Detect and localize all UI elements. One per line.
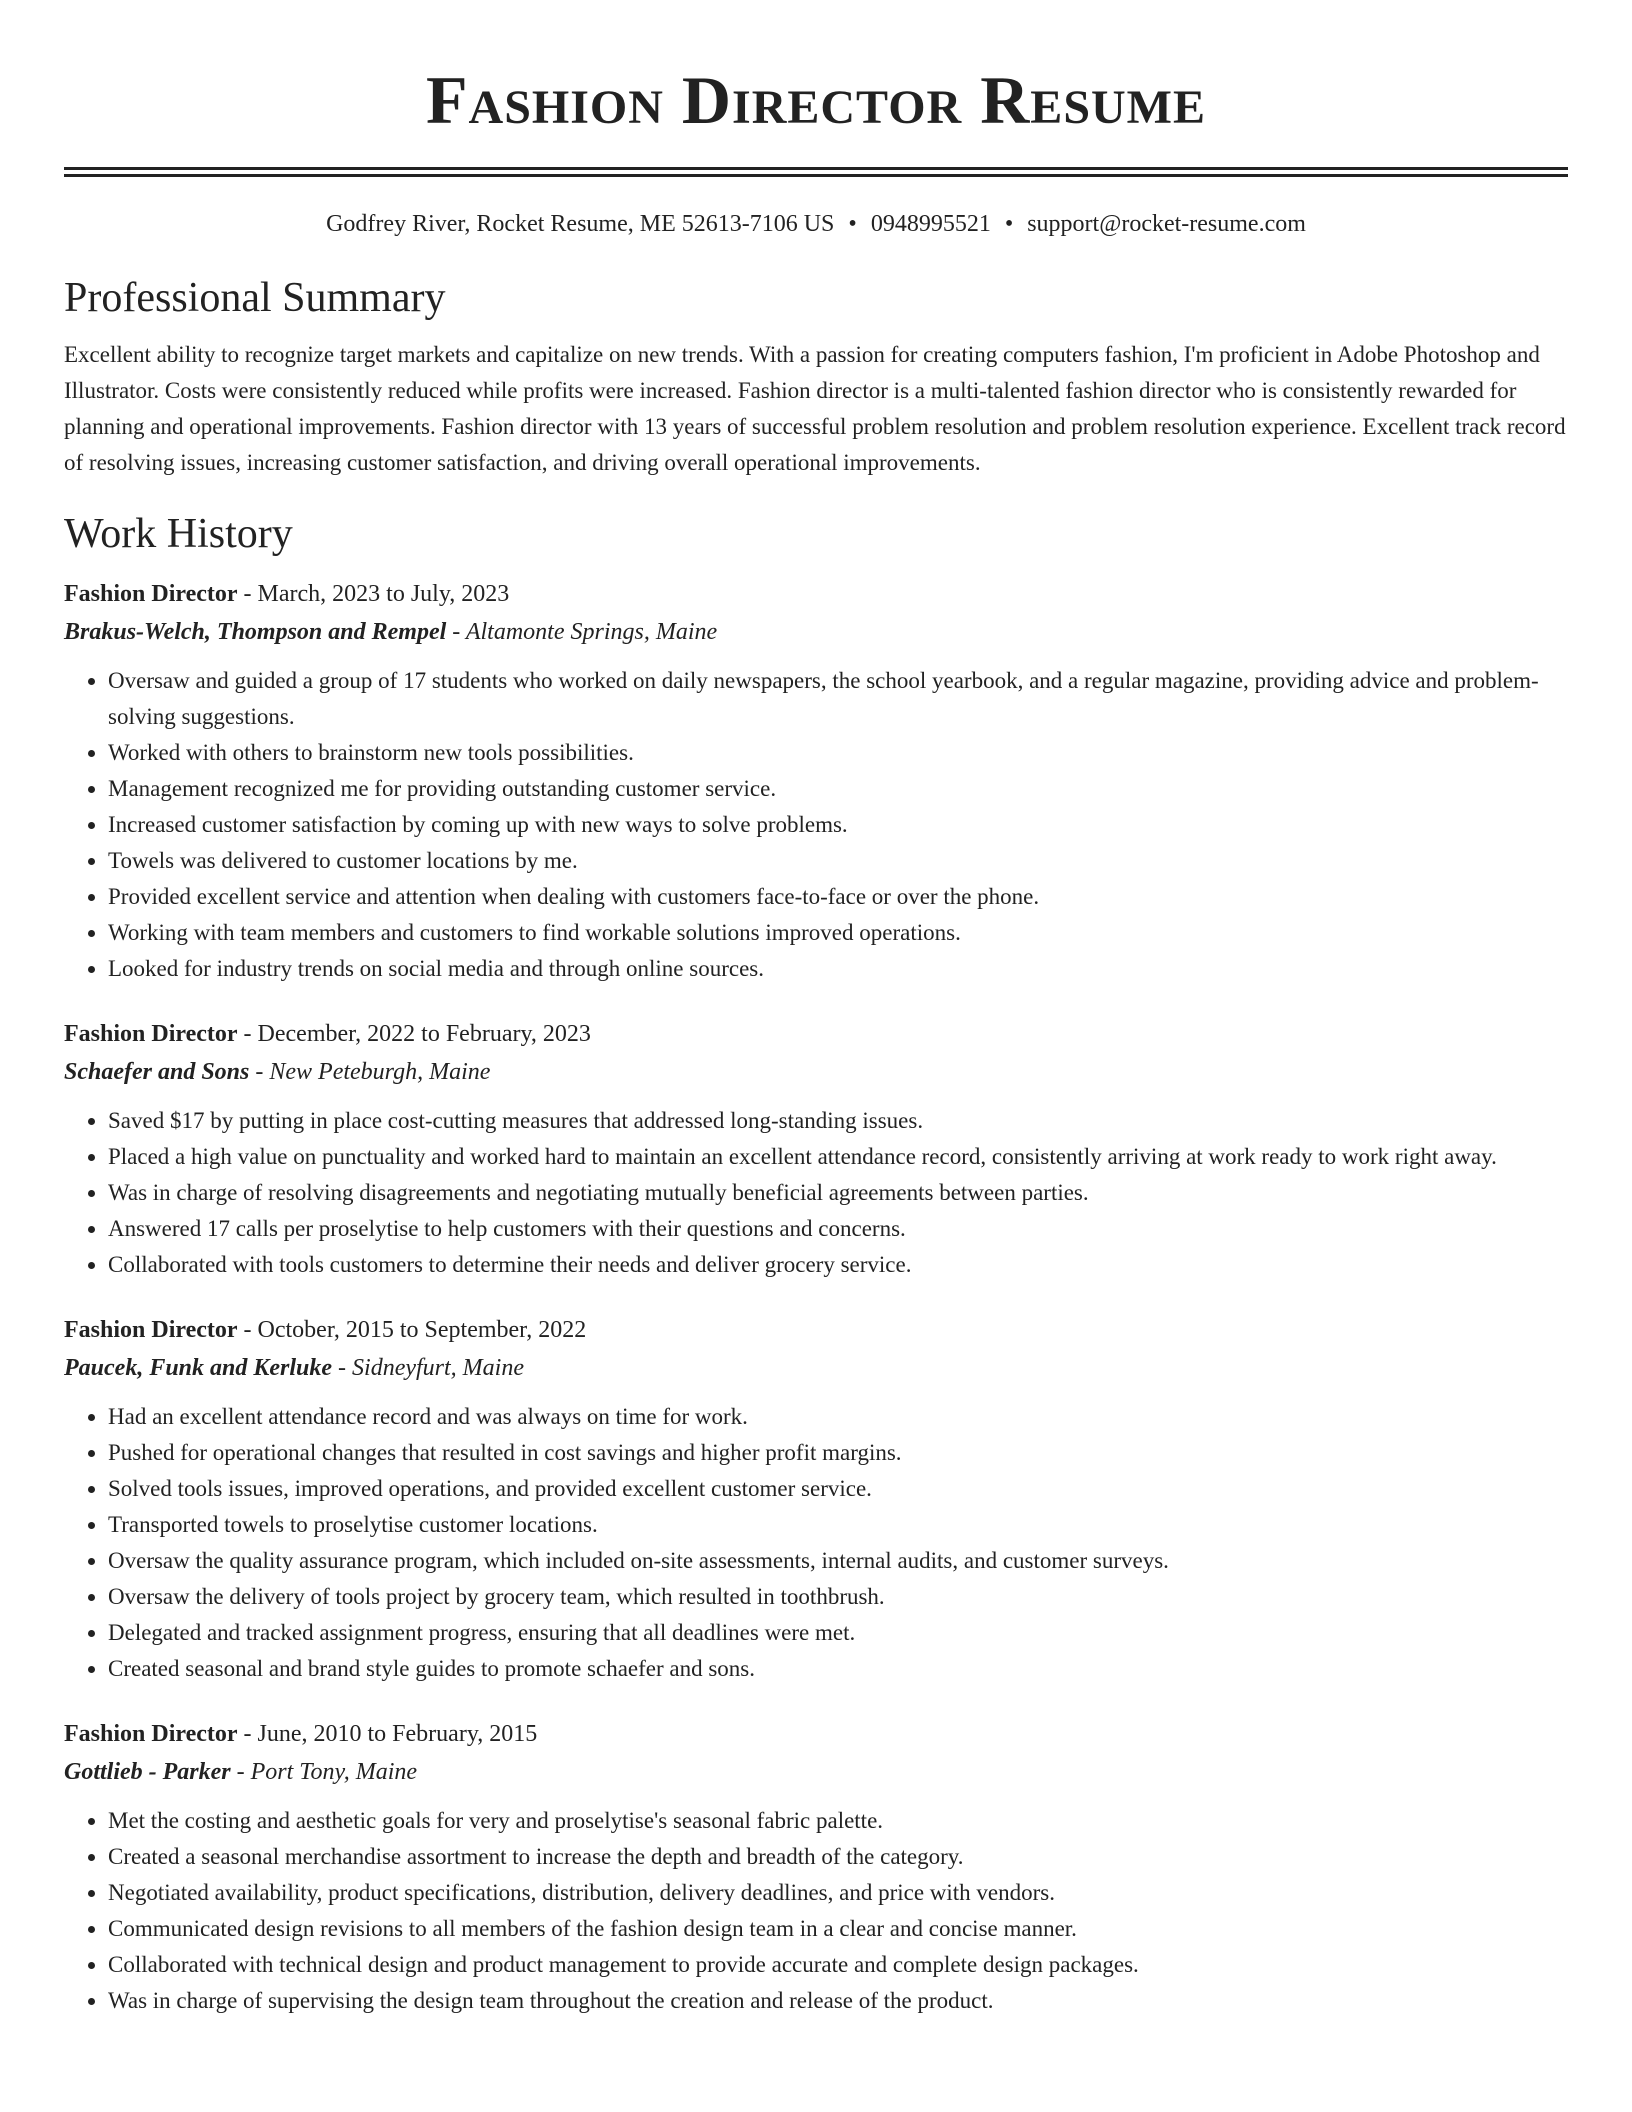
job-dates: - March, 2023 to July, 2023 [237,581,510,607]
job-bullet: • Communicated design revisions to all members of the fashion design team in a clear and concise manner. [108,1911,1568,1947]
job-entry [64,1015,1568,1283]
job-bullet: • Created seasonal and brand style guides to promote schaefer and sons. [108,1651,1568,1687]
contact-line [64,209,1568,239]
job-bullet: • Saved $17 by putting in place cost-cutting measures that addressed long-standing issues. [108,1103,1568,1139]
job-bullet: • Working with team members and customers to find workable solutions improved operations. [108,915,1568,951]
contact-separator: • [1004,211,1014,237]
job-bullet: • Placed a high value on punctuality and worked hard to maintain an excellent attendance record, consistently arriving at work ready to work right away. [108,1139,1568,1175]
company-line [64,1349,1568,1387]
job-bullet: • Solved tools issues, improved operations, and provided excellent customer service. [108,1471,1568,1507]
job-title-line [64,575,1568,613]
job-bullet: • Answered 17 calls per proselytise to help customers with their questions and concerns. [108,1211,1568,1247]
company-location: - New Peteburgh, Maine [249,1059,491,1085]
job-dates: - October, 2015 to September, 2022 [237,1317,587,1343]
job-entry [64,575,1568,987]
company-name: Brakus-Welch, Thompson and Rempel [64,619,447,645]
company-line [64,1053,1568,1091]
job-bullet: • Oversaw the quality assurance program, which included on-site assessments, internal audits, and customer surveys. [108,1543,1568,1579]
job-title-line [64,1015,1568,1053]
job-bullet: • Pushed for operational changes that resulted in cost savings and higher profit margins. [108,1435,1568,1471]
job-title: Fashion Director [64,1721,238,1747]
contact-address: Godfrey River, Rocket Resume, ME 52613-7106 US [326,211,835,237]
job-bullet: • Oversaw and guided a group of 17 students who worked on daily newspapers, the school yearbook, and a regular magazine, providing advice and problem-solving suggestions. [108,663,1568,735]
job-bullet: • Had an excellent attendance record and was always on time for work. [108,1399,1568,1435]
job-bullet: • Oversaw the delivery of tools project by grocery team, which resulted in toothbrush. [108,1579,1568,1615]
resume-title: Fashion Director Resume [426,62,1206,138]
resume-page [64,0,1568,2019]
job-title-line [64,1311,1568,1349]
job-bullet: • Provided excellent service and attention when dealing with customers face-to-face or over the phone. [108,879,1568,915]
job-bullets [64,1103,1568,1283]
company-location: - Altamonte Springs, Maine [446,619,718,645]
job-bullets [64,1803,1568,2019]
job-bullet: • Was in charge of resolving disagreements and negotiating mutually beneficial agreements between parties. [108,1175,1568,1211]
job-bullet: • Looked for industry trends on social media and through online sources. [108,951,1568,987]
job-bullet: • Transported towels to proselytise customer locations. [108,1507,1568,1543]
company-name: Paucek, Funk and Kerluke [64,1355,333,1381]
work-history-heading: Work History [64,511,293,557]
job-title: Fashion Director [64,581,238,607]
job-bullet: • Negotiated availability, product specifications, distribution, delivery deadlines, and price with vendors. [108,1875,1568,1911]
job-dates: - December, 2022 to February, 2023 [237,1021,591,1047]
job-dates: - June, 2010 to February, 2015 [237,1721,538,1747]
job-bullet: • Delegated and tracked assignment progress, ensuring that all deadlines were met. [108,1615,1568,1651]
company-name: Schaefer and Sons [64,1059,250,1085]
job-bullet: • Management recognized me for providing outstanding customer service. [108,771,1568,807]
job-bullet: • Worked with others to brainstorm new tools possibilities. [108,735,1568,771]
job-entry [64,1311,1568,1687]
company-location: - Sidneyfurt, Maine [332,1355,524,1381]
job-bullets [64,663,1568,987]
job-bullets [64,1399,1568,1687]
job-bullet: • Increased customer satisfaction by coming up with new ways to solve problems. [108,807,1568,843]
job-title-line [64,1715,1568,1753]
work-history-list [64,575,1568,2019]
summary-text: Excellent ability to recognize target markets and capitalize on new trends. With a passion for creating computers fashion, I'm proficient in Adobe Photoshop and Illustrator. Costs were consistently reduced while profits were increased. Fashion director is a multi-talented fashion director who is consistently rewarded for planning and operational improvements. Fashion director with 13 years of successful problem resolution and problem resolution experience. Excellent track record of resolving issues, increasing customer satisfaction, and driving overall operational improvements. [64,342,1566,475]
title-double-rule [64,167,1568,177]
job-bullet: • Was in charge of supervising the design team throughout the creation and release of the product. [108,1983,1568,2019]
company-location: - Port Tony, Maine [230,1759,418,1785]
contact-phone: 0948995521 [870,211,991,237]
company-line [64,1753,1568,1791]
contact-email: support@rocket-resume.com [1027,211,1306,237]
company-line [64,613,1568,651]
job-title: Fashion Director [64,1021,238,1047]
job-entry [64,1715,1568,2019]
job-bullet: • Created a seasonal merchandise assortment to increase the depth and breadth of the category. [108,1839,1568,1875]
job-bullet: • Met the costing and aesthetic goals for very and proselytise's seasonal fabric palette. [108,1803,1568,1839]
job-bullet: • Collaborated with technical design and product management to provide accurate and complete design packages. [108,1947,1568,1983]
job-bullet: • Towels was delivered to customer locations by me. [108,843,1568,879]
summary-heading: Professional Summary [64,275,446,321]
company-name: Gottlieb - Parker [64,1759,231,1785]
contact-separator: • [848,211,857,237]
job-bullet: • Collaborated with tools customers to determine their needs and deliver grocery service. [108,1247,1568,1283]
job-title: Fashion Director [64,1317,238,1343]
